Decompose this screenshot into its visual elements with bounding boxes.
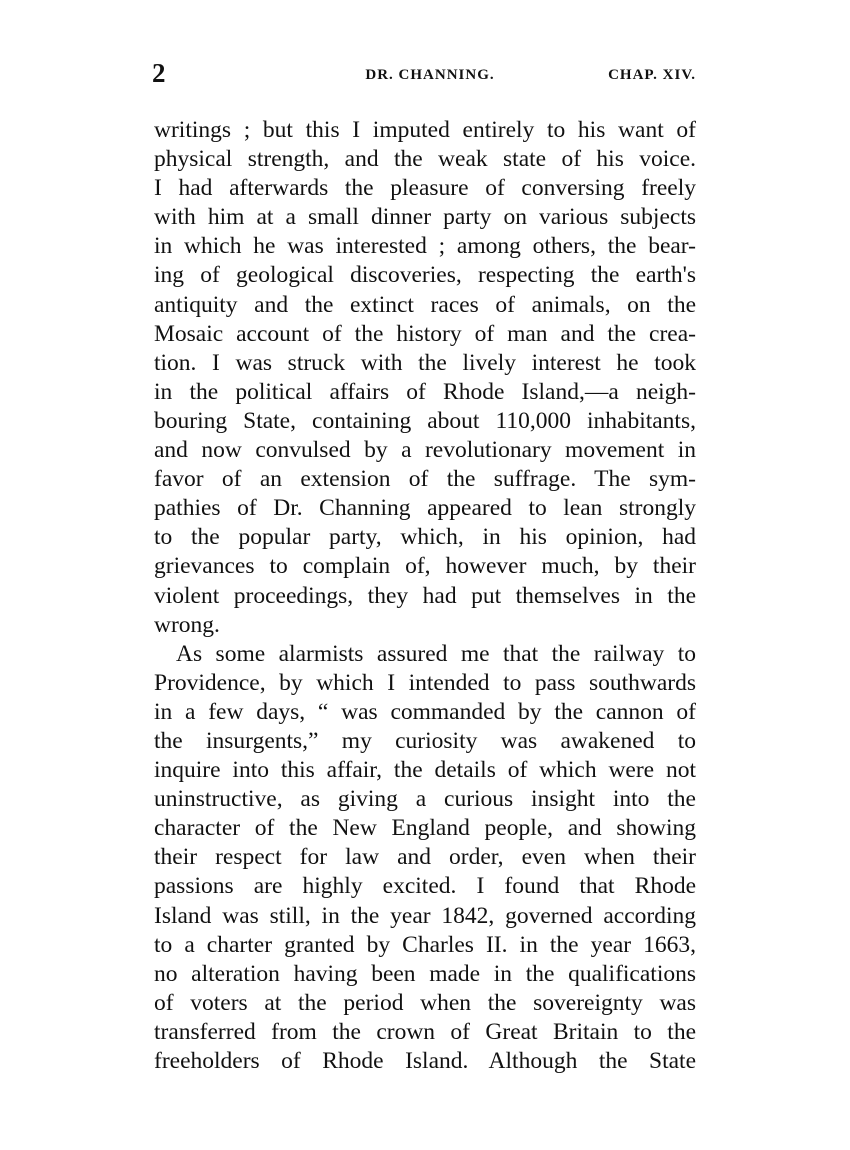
page-number: 2 [152, 58, 166, 88]
text-line: I had afterwards the pleasure of conversing freely [154, 175, 696, 202]
text-line: their respect for law and order, even when their [154, 844, 696, 871]
text-line: uninstructive, as giving a curious insight into the [154, 786, 696, 813]
text-line: transferred from the crown of Great Britain to the [154, 1018, 696, 1045]
text-line: of voters at the period when the sovereignty was [154, 989, 696, 1016]
book-page [154, 58, 696, 1076]
text-line: inquire into this affair, the details of which were not [154, 757, 696, 784]
text-line: tion. I was struck with the lively interest he took [154, 349, 696, 376]
text-line: in which he was interested ; among others, the bear- [154, 233, 696, 260]
text-line: the insurgents,” my curiosity was awakened to [154, 727, 696, 754]
running-title: DR. CHANNING. [365, 67, 495, 83]
chapter-label: CHAP. XIV. [608, 67, 696, 83]
text-line: bouring State, containing about 110,000 inhabitants, [154, 407, 696, 434]
text-line: grievances to complain of, however much, by their [154, 553, 696, 580]
text-line: physical strength, and the weak state of his voice. [154, 146, 696, 173]
text-line: character of the New England people, and showing [154, 815, 696, 842]
text-line: to the popular party, which, in his opinion, had [154, 524, 696, 551]
text-line: Mosaic account of the history of man and the crea- [154, 320, 696, 347]
text-line: ing of geological discoveries, respecting the earth's [154, 262, 696, 289]
text-line: no alteration having been made in the qualifications [154, 960, 696, 987]
text-line: Island was still, in the year 1842, governed according [154, 902, 696, 929]
text-line: antiquity and the extinct races of animals, on the [154, 291, 696, 318]
text-line: in a few days, “ was commanded by the cannon of [154, 698, 696, 725]
body-text [154, 116, 696, 1076]
text-line: in the political affairs of Rhode Island,—a neigh- [154, 378, 696, 405]
text-line: writings ; but this I imputed entirely to his want of [154, 117, 696, 143]
text-line: violent proceedings, they had put themselves in the [154, 582, 696, 609]
text-line: with him at a small dinner party on various subjects [154, 204, 696, 231]
text-line: freeholders of Rhode Island. Although the State [154, 1048, 696, 1074]
text-line: passions are highly excited. I found that Rhode [154, 873, 696, 900]
text-line: to a charter granted by Charles II. in the year 1663, [154, 931, 696, 958]
text-line: favor of an extension of the suffrage. The sym- [154, 466, 696, 493]
text-line: Providence, by which I intended to pass southwards [154, 669, 696, 696]
text-line: wrong. [154, 611, 220, 638]
text-line: and now convulsed by a revolutionary movement in [154, 437, 696, 464]
paragraph-start-line: As some alarmists assured me that the railway to [176, 640, 696, 667]
text-line: pathies of Dr. Channing appeared to lean strongly [154, 495, 696, 522]
running-head [154, 58, 696, 92]
